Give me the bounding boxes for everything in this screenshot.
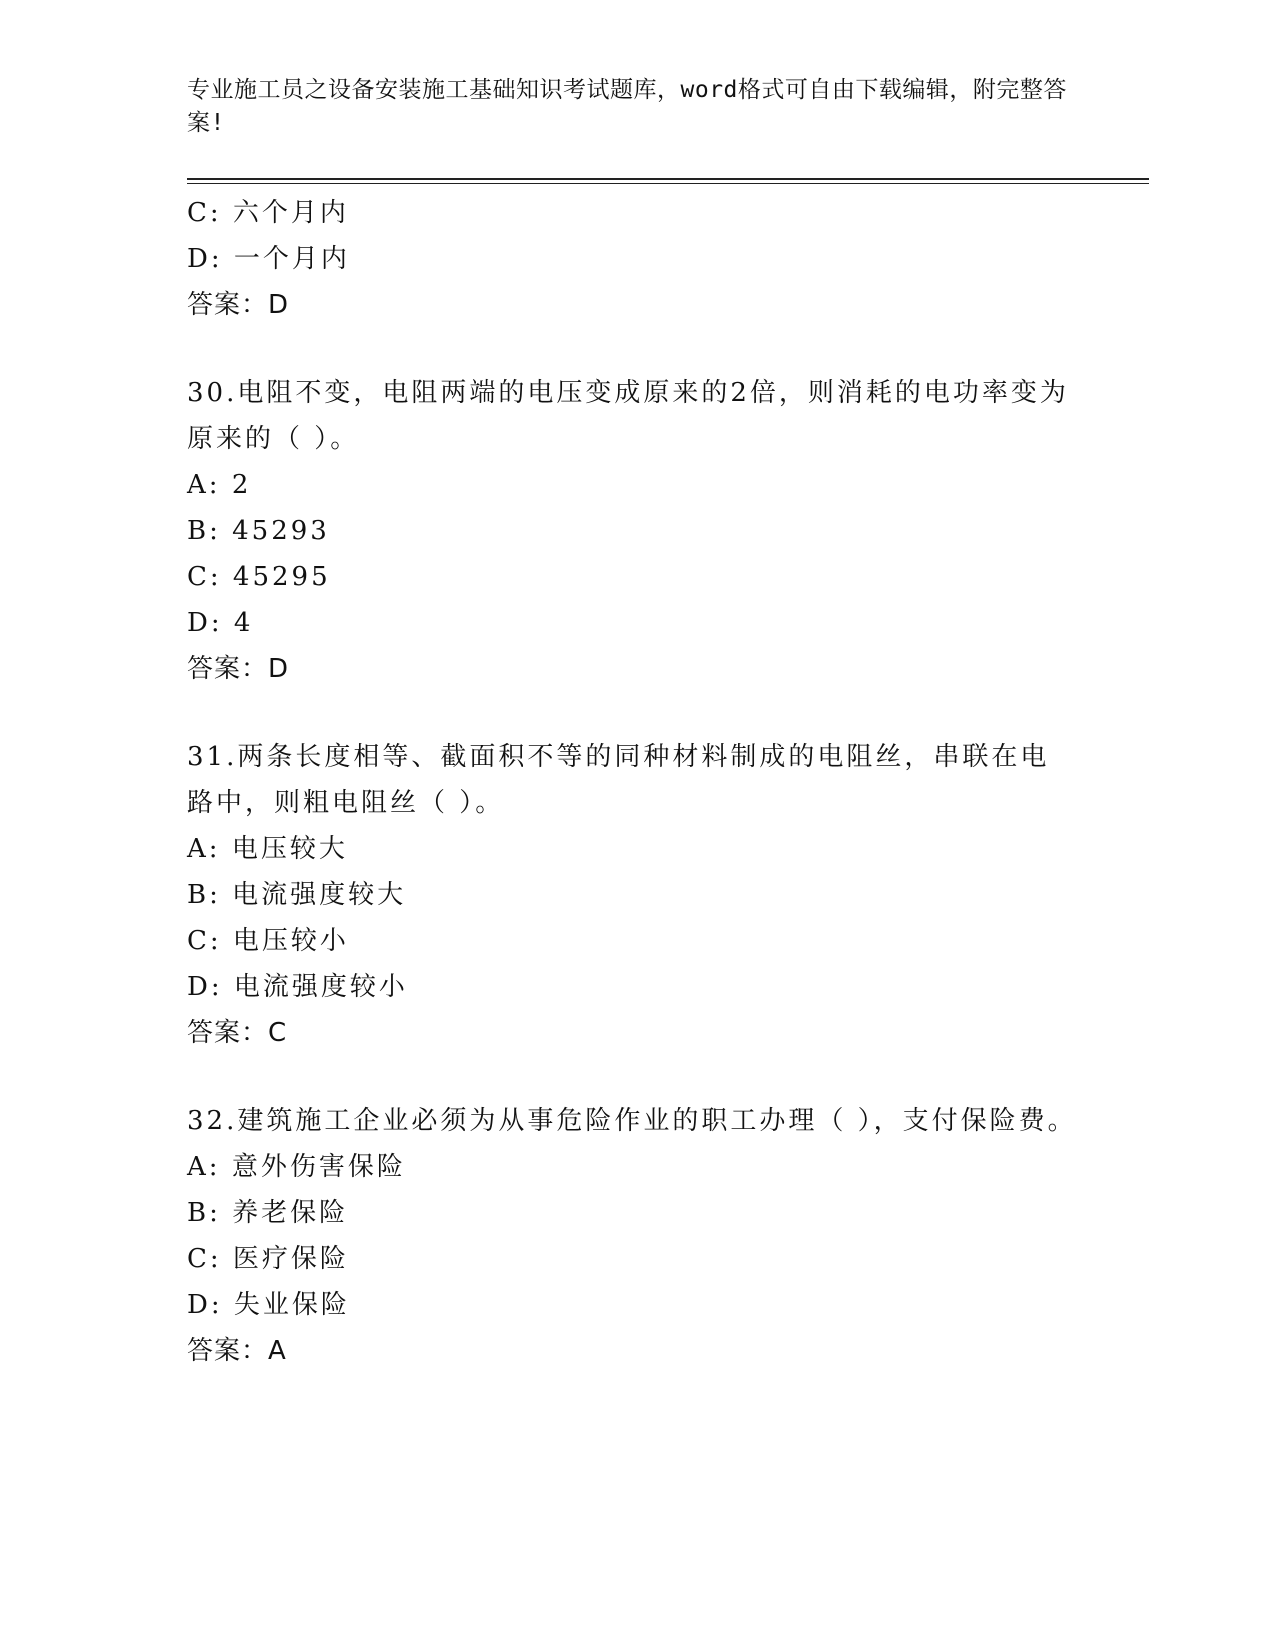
option-letter: C: [187,562,222,592]
option-text: 养老保险 [232,1198,349,1228]
option-d [187,964,1077,1010]
option-d [187,1282,1077,1328]
option-d [187,600,1077,646]
option-text: 六个月内 [232,198,349,228]
question-32 [187,1098,1077,1374]
option-letter: B: [187,516,221,546]
option-text: 电压较小 [232,926,349,956]
option-a [187,826,1077,872]
question-stem: 31.两条长度相等、截面积不等的同种材料制成的电阻丝，串联在电路中，则粗电阻丝（ ）。 [187,742,1050,818]
option-d [187,236,1077,282]
option-letter: A: [187,834,221,864]
option-a [187,1144,1077,1190]
option-text: 医疗保险 [232,1244,349,1274]
option-letter: C: [187,926,222,956]
answer-line: 答案：C [187,1018,288,1048]
option-text: 4 [233,608,254,638]
option-text: 2 [231,470,252,500]
header-divider [187,178,1149,180]
option-text: 一个月内 [233,244,350,274]
option-b [187,1190,1077,1236]
option-letter: D: [187,244,223,274]
option-letter: B: [187,880,221,910]
option-letter: D: [187,608,223,638]
option-b [187,508,1077,554]
page-header [187,74,1067,140]
question-stem: 32.建筑施工企业必须为从事危险作业的职工办理（ ），支付保险费。 [187,1106,1077,1136]
option-c [187,554,1077,600]
answer-line: 答案：A [187,1336,287,1366]
question-31 [187,734,1077,1056]
option-letter: D: [187,972,223,1002]
option-text: 意外伤害保险 [231,1152,406,1182]
option-text: 45295 [232,562,331,592]
option-letter: D: [187,1290,223,1320]
option-c [187,190,1077,236]
answer-line: 答案：D [187,654,290,684]
option-letter: A: [187,470,221,500]
question-30 [187,370,1077,692]
option-letter: A: [187,1152,221,1182]
option-b [187,872,1077,918]
option-letter: C: [187,1244,222,1274]
option-a [187,462,1077,508]
option-text: 45293 [232,516,330,546]
question-fragment [187,190,1077,328]
exam-content [187,190,1077,1374]
option-text: 电压较大 [231,834,348,864]
answer-line: 答案：D [187,290,290,320]
option-letter: C: [187,198,222,228]
option-c [187,1236,1077,1282]
question-stem: 30.电阻不变，电阻两端的电压变成原来的2倍，则消耗的电功率变为原来的（ ）。 [187,378,1069,454]
option-c [187,918,1077,964]
option-text: 电流强度较小 [233,972,408,1002]
option-letter: B: [187,1198,221,1228]
option-text: 失业保险 [233,1290,350,1320]
document-title: 专业施工员之设备安装施工基础知识考试题库，word格式可自由下载编辑，附完整答案! [187,77,1067,136]
option-text: 电流强度较大 [232,880,407,910]
header-divider-thin [187,183,1149,184]
